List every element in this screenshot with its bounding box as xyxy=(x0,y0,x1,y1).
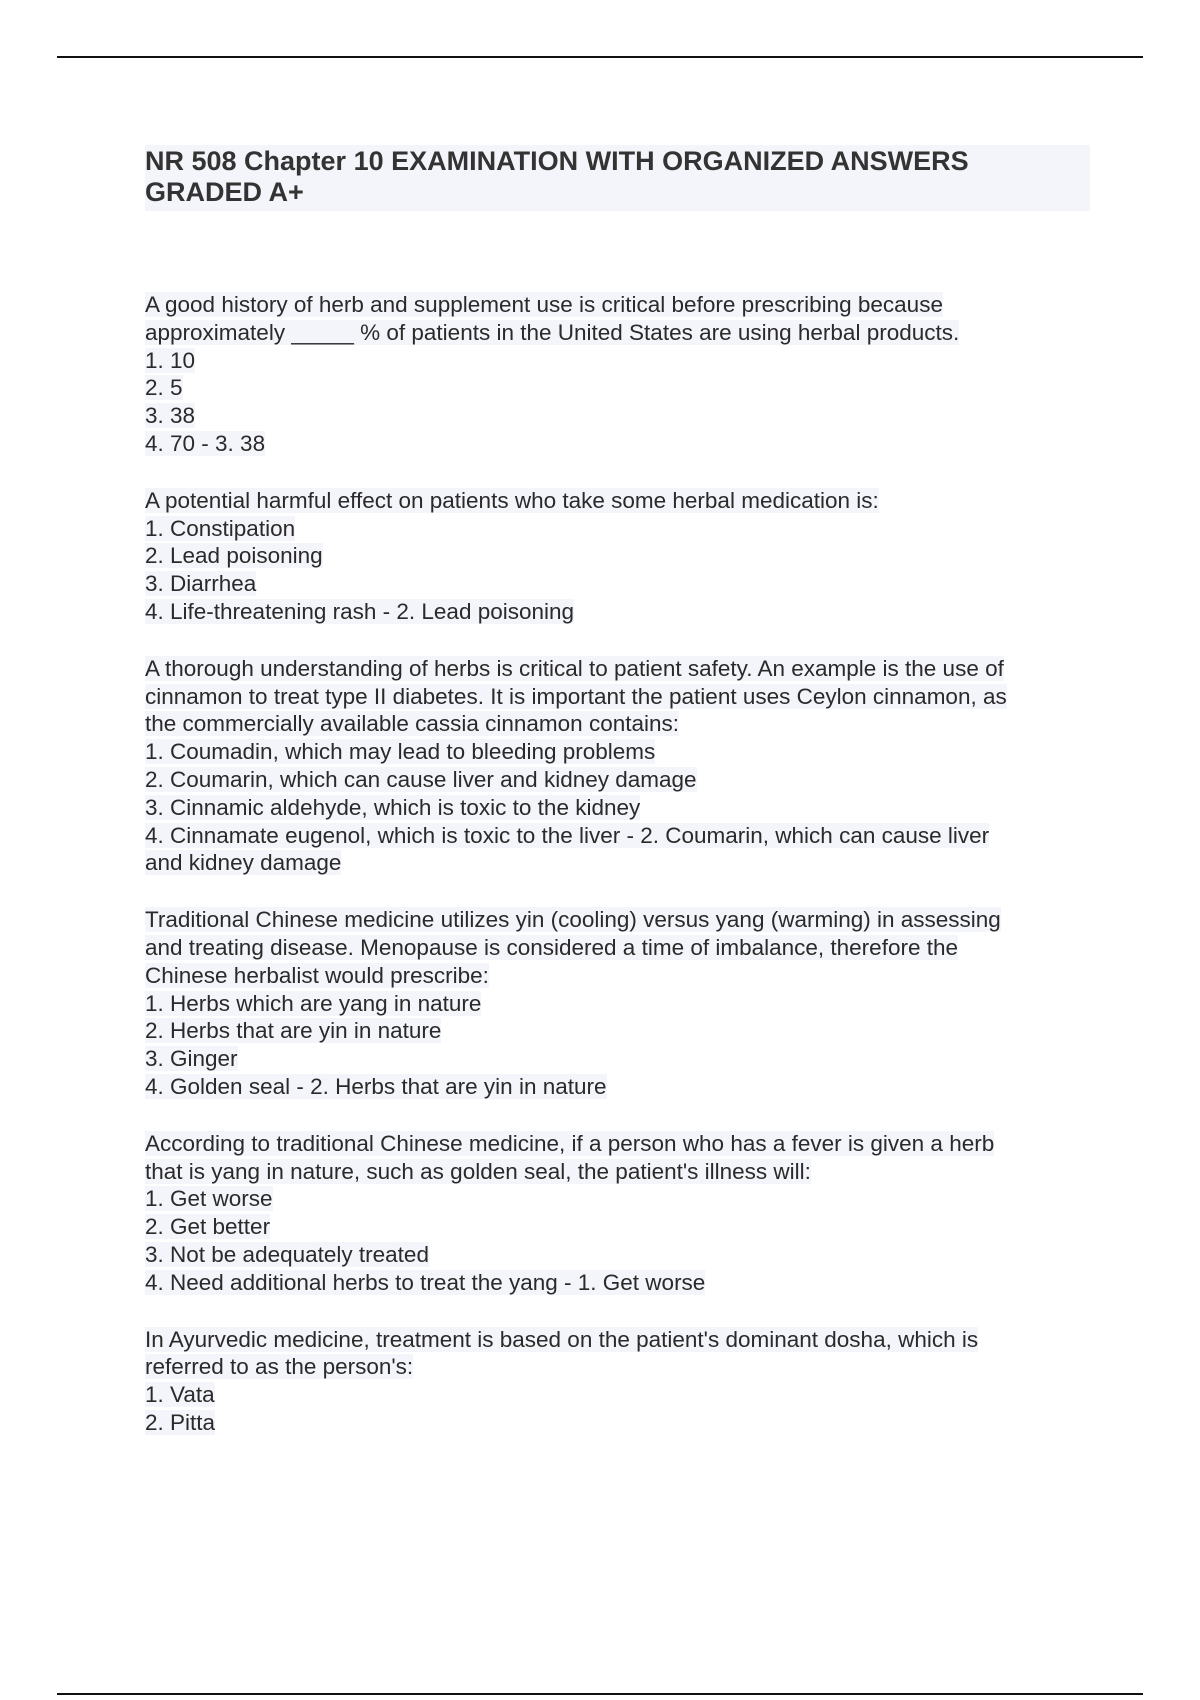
text-line: According to traditional Chinese medicine, if a person who has a fever is given a herb xyxy=(145,1130,995,1156)
text-line: cinnamon to treat type II diabetes. It is important the patient uses Ceylon cinnamon, as xyxy=(145,683,1007,709)
text-line: 3. Cinnamic aldehyde, which is toxic to the kidney xyxy=(145,794,641,820)
text-line: 1. Constipation xyxy=(145,515,296,541)
text-line: 2. Get better xyxy=(145,1214,271,1240)
text-line: 1. Vata xyxy=(145,1382,215,1408)
bottom-rule xyxy=(57,1693,1143,1695)
text-line: 4. Golden seal - 2. Herbs that are yin in nature xyxy=(145,1073,607,1099)
text-line: 4. Need additional herbs to treat the yang - 1. Get worse xyxy=(145,1269,706,1295)
text-line: 3. Not be adequately treated xyxy=(145,1241,429,1267)
text-line: approximately _____ % of patients in the United States are using herbal products. xyxy=(145,319,960,345)
top-rule xyxy=(57,56,1143,58)
text-line: 2. Pitta xyxy=(145,1409,216,1435)
text-line: A thorough understanding of herbs is critical to patient safety. An example is the use of xyxy=(145,655,1004,681)
text-line: the commercially available cassia cinnamon contains: xyxy=(145,711,680,737)
text-line: and treating disease. Menopause is considered a time of imbalance, therefore the xyxy=(145,934,958,960)
question-block xyxy=(145,906,1090,1101)
question-block xyxy=(145,1326,1090,1437)
question-block xyxy=(145,1130,1090,1297)
question-block xyxy=(145,655,1090,877)
question-block xyxy=(145,291,1090,458)
text-line: In Ayurvedic medicine, treatment is based on the patient's dominant dosha, which is xyxy=(145,1326,979,1352)
text-line: that is yang in nature, such as golden seal, the patient's illness will: xyxy=(145,1158,811,1184)
text-line: Traditional Chinese medicine utilizes yin (cooling) versus yang (warming) in assessing xyxy=(145,907,1001,933)
text-line: A good history of herb and supplement use is critical before prescribing because xyxy=(145,292,943,317)
text-line: 4. 70 - 3. 38 xyxy=(145,430,266,456)
page-content xyxy=(145,145,1090,1466)
text-line: 3. Diarrhea xyxy=(145,571,257,597)
question-list xyxy=(145,291,1090,1437)
text-line: and kidney damage xyxy=(145,850,342,876)
text-line: 1. Coumadin, which may lead to bleeding problems xyxy=(145,739,656,765)
document-title: NR 508 Chapter 10 EXAMINATION WITH ORGANIZED ANSWERS GRADED A+ xyxy=(145,145,1090,211)
text-line: 2. Lead poisoning xyxy=(145,543,323,569)
question-block xyxy=(145,487,1090,626)
text-line: A potential harmful effect on patients who take some herbal medication is: xyxy=(145,487,879,513)
text-line: 2. 5 xyxy=(145,375,183,401)
text-line: 2. Herbs that are yin in nature xyxy=(145,1018,442,1044)
text-line: 4. Life-threatening rash - 2. Lead poisoning xyxy=(145,598,575,624)
text-line: 1. 10 xyxy=(145,347,196,373)
text-line: 2. Coumarin, which can cause liver and kidney damage xyxy=(145,766,697,792)
text-line: 1. Get worse xyxy=(145,1186,273,1212)
text-line: 3. 38 xyxy=(145,403,196,429)
text-line: referred to as the person's: xyxy=(145,1354,414,1380)
text-line: Chinese herbalist would prescribe: xyxy=(145,962,489,988)
text-line: 4. Cinnamate eugenol, which is toxic to the liver - 2. Coumarin, which can cause liver xyxy=(145,822,990,848)
text-line: 3. Ginger xyxy=(145,1046,238,1072)
text-line: 1. Herbs which are yang in nature xyxy=(145,990,482,1016)
